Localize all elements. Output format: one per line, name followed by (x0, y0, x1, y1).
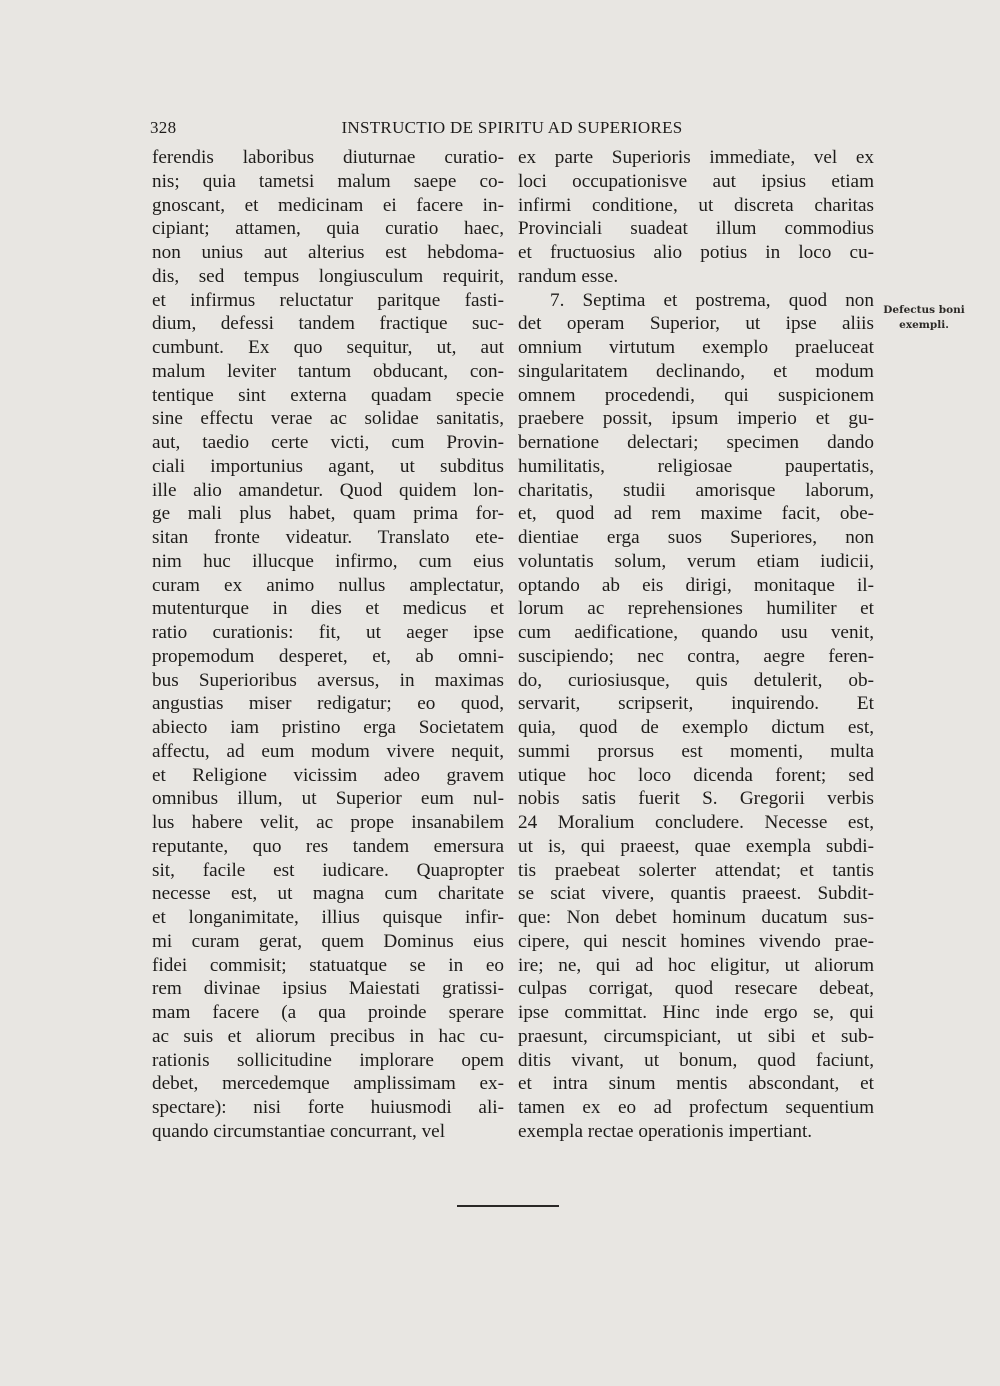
end-rule (457, 1205, 559, 1207)
text-line: ac suis et aliorum precibus in hac cu- (152, 1025, 504, 1047)
text-line: ge mali plus habet, quam prima for- (152, 503, 504, 525)
text-line: servarit, scripserit, inquirendo. Et (518, 693, 874, 715)
text-line: culpas corrigat, quod resecare debeat, (518, 978, 874, 1000)
text-line: exempla rectae operationis impertiant. (518, 1120, 813, 1142)
text-line: summi prorsus est momenti, multa (518, 740, 874, 762)
text-line: nobis satis fuerit S. Gregorii verbis (518, 788, 874, 810)
marginal-note-line: Defectus boni (883, 304, 965, 316)
text-line: affectu, ad eum modum vivere nequit, (152, 740, 504, 762)
text-line: omnem procedendi, qui suspicionem (518, 384, 874, 406)
text-line: spectare): nisi forte huiusmodi ali- (152, 1097, 504, 1118)
text-line: ipse committat. Hinc inde ergo se, qui (518, 1002, 874, 1023)
text-line: et Religione vicissim adeo gravem (152, 764, 504, 786)
text-line: utique hoc loco dicenda forent; sed (518, 764, 874, 786)
text-line: randum esse. (518, 265, 619, 287)
text-line: loci occupationisve aut ipsius etiam (518, 170, 874, 192)
text-line: dientiae erga suos Superiores, non (518, 527, 874, 548)
text-line: non unius aut alterius est hebdoma- (152, 242, 504, 263)
text-line: bernatione delectari; specimen dando (518, 432, 874, 453)
text-line: optando ab eis dirigi, monitaque il- (518, 574, 874, 596)
text-line: 24 Moralium concludere. Necesse est, (518, 812, 874, 833)
text-line: omnibus illum, ut Superior eum nul- (152, 788, 504, 810)
text-line: bus Superioribus aversus, in maximas (152, 669, 504, 691)
text-line: nim huc illucque infirmo, cum eius (152, 550, 504, 572)
text-line: mutenturque in dies et medicus et (152, 598, 504, 620)
text-line: ciali importunius agant, ut subditus (152, 455, 504, 477)
marginal-note (882, 303, 966, 333)
text-line: ille alio amandetur. Quod quidem lon- (152, 479, 504, 501)
text-line: charitatis, studii amorisque laborum, (518, 479, 874, 501)
text-line: praesunt, circumspiciant, ut sibi et sub- (518, 1025, 874, 1047)
text-line: abiecto iam pristino erga Societatem (152, 717, 504, 738)
text-line: rationis sollicitudine implorare opem (152, 1049, 504, 1071)
text-line: ditis vivant, ut bonum, quod faciunt, (518, 1049, 874, 1071)
text-line: omnium virtutum exemplo praeluceat (518, 337, 874, 358)
text-line: cipere, qui nescit homines vivendo prae- (518, 930, 874, 952)
text-line: fidei commisit; statuatque se in eo (152, 954, 504, 976)
text-line: et intra sinum mentis abscondant, et (518, 1073, 874, 1095)
text-line: dium, defessi tandem fractique suc- (152, 313, 504, 335)
text-line: et longanimitate, illius quisque infir- (152, 907, 504, 928)
text-line: tentique sint externa quadam specie (152, 384, 504, 406)
text-line: tamen ex eo ad profectum sequentium (518, 1097, 874, 1118)
text-line: mi curam gerat, quem Dominus eius (152, 930, 504, 952)
text-line: infirmi conditione, ut discreta charitas (518, 194, 874, 216)
text-line: sine effectu verae ac solidae sanitatis, (152, 408, 504, 430)
text-line: que: Non debet hominum ducatum sus- (518, 907, 874, 928)
text-line: cum aedificatione, quando usu venit, (518, 622, 874, 643)
text-line: sit, facile est iudicare. Quapropter (152, 859, 504, 881)
text-line: dis, sed tempus longiusculum requirit, (152, 265, 504, 287)
text-line: et infirmus reluctatur paritque fasti- (152, 289, 504, 311)
text-line: gnoscant, et medicinam ei facere in- (152, 194, 504, 216)
text-line: ire; ne, qui ad hoc eligitur, ut aliorum (518, 954, 874, 976)
text-line: do, curiosiusque, quis detulerit, ob- (518, 669, 874, 691)
text-line: ratio curationis: fit, ut aeger ipse (152, 622, 504, 643)
text-line: ut is, qui praeest, quae exempla subdi- (518, 835, 874, 857)
page-number: 328 (150, 118, 177, 137)
text-line: Provinciali suadeat illum commodius (518, 218, 874, 240)
left-text-column (152, 146, 504, 1144)
text-line: voluntatis solum, verum etiam iudicii, (518, 550, 874, 572)
text-line: 7. Septima et postrema, quod non (550, 289, 874, 311)
text-line: sitan fronte videatur. Translato ete- (152, 527, 504, 548)
running-title: INSTRUCTIO DE SPIRITU AD SUPERIORES (341, 118, 683, 137)
text-line: humilitatis, religiosae paupertatis, (518, 455, 874, 477)
text-line: ex parte Superioris immediate, vel ex (518, 147, 874, 168)
text-line: malum leviter tantum obducant, con- (152, 360, 504, 382)
marginal-note-line: exempli. (899, 319, 949, 331)
text-line: curam ex animo nullus amplectatur, (152, 574, 504, 596)
right-text-column (518, 146, 874, 1144)
text-line: lorum ac reprehensiones humiliter et (518, 598, 874, 620)
text-line: angustias miser redigatur; eo quod, (152, 693, 504, 715)
text-line: tis praebeat solerter attendat; et tantis (518, 859, 874, 881)
page-header (150, 118, 874, 140)
text-line: necesse est, ut magna cum charitate (152, 883, 504, 905)
text-line: nis; quia tametsi malum saepe co- (152, 170, 504, 192)
text-line: ferendis laboribus diuturnae curatio- (152, 147, 504, 168)
text-line: reputante, quo res tandem emersura (152, 835, 504, 857)
text-line: suscipiendo; nec contra, aegre feren- (518, 645, 874, 667)
text-line: et, quod ad rem maxime facit, obe- (518, 503, 874, 525)
text-line: quia, quod de exemplo dictum est, (518, 717, 874, 738)
text-line: rem divinae ipsius Maiestati gratissi- (152, 978, 504, 1000)
text-line: debet, mercedemque amplissimam ex- (152, 1073, 504, 1095)
text-line: praebere possit, ipsum imperio et gu- (518, 408, 874, 430)
text-line: et fructuosius alio potius in loco cu- (518, 242, 874, 263)
text-line: cumbunt. Ex quo sequitur, ut, aut (152, 337, 504, 358)
text-line: cipiant; attamen, quia curatio haec, (152, 218, 504, 240)
text-line: det operam Superior, ut ipse aliis (518, 313, 874, 335)
text-line: propemodum desperet, et, ab omni- (152, 645, 504, 667)
text-line: se sciat vivere, quantis praeest. Subdit- (518, 883, 874, 905)
text-line: singularitatem declinando, et modum (518, 360, 874, 382)
text-line: quando circumstantiae concurrant, vel (152, 1120, 446, 1142)
text-line: aut, taedio certe victi, cum Provin- (152, 432, 504, 453)
text-line: mam facere (a qua proinde sperare (152, 1002, 504, 1023)
text-line: lus habere velit, ac prope insanabilem (152, 812, 504, 833)
